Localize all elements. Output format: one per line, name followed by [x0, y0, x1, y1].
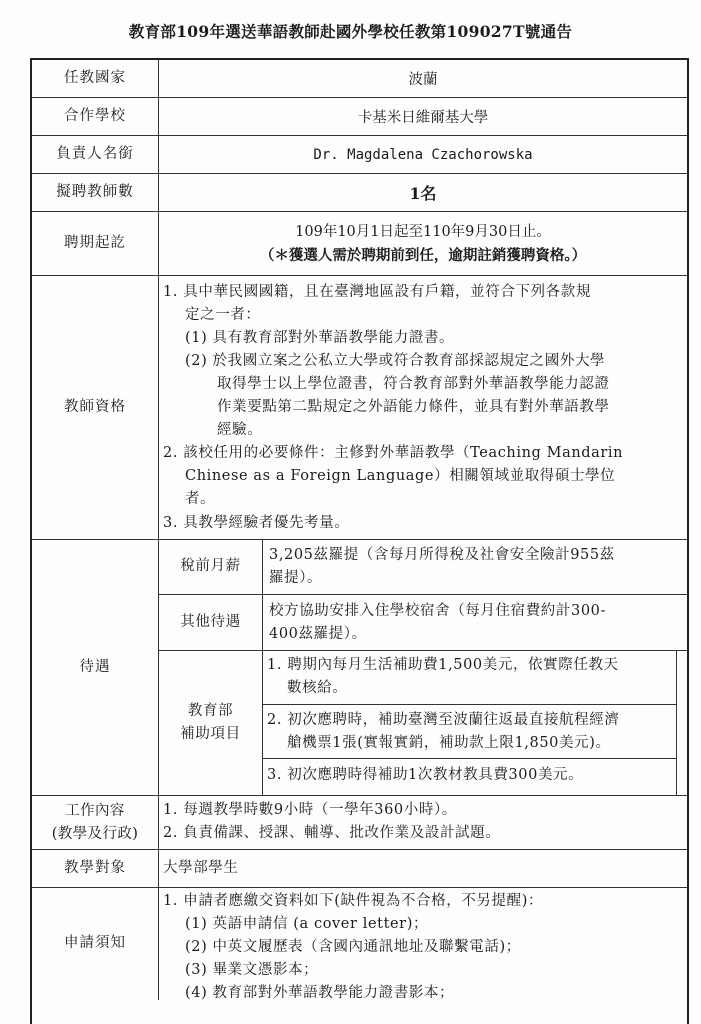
row-duties [32, 796, 687, 850]
target-value [159, 850, 687, 887]
salary-line: 3,205茲羅提（含每月所得稅及社會安全險計955茲 [269, 547, 615, 563]
application-line: (1) 英語申請信 (a cover letter)； [185, 916, 429, 932]
application-value [159, 888, 687, 1024]
application-line: (4) 教育部對外華語教學能力證書影本； [185, 985, 455, 1001]
moe-item-2 [263, 705, 676, 759]
qualification-line: 2. 該校任用的必要條件：主修對外華語教學（Teaching Mandarin [163, 445, 624, 461]
salary-subrow [159, 540, 687, 595]
country-value: 波蘭 [408, 72, 438, 88]
contact-label: 負責人名銜 [32, 136, 159, 173]
moe-item-line: 3. 初次應聘時得補助1次教材教具費300美元。 [267, 767, 584, 783]
contact-value: Dr. Magdalena Czachorowska [313, 146, 533, 163]
announcement-table [30, 58, 689, 1024]
period-label: 聘期起訖 [32, 212, 159, 275]
row-period [32, 212, 687, 276]
qualification-line: (1) 具有教育部對外華語教學能力證書。 [185, 330, 455, 346]
moe-label-line: 教育部 [187, 702, 234, 719]
moe-item-1 [263, 651, 676, 705]
qualification-line: 者。 [185, 491, 216, 507]
row-application [32, 888, 687, 1024]
other-subrow [159, 595, 687, 651]
row-compensation [32, 540, 687, 796]
moe-item-line: 艙機票1張(實報實銷，補助款上限1,850美元)。 [287, 735, 611, 751]
other-value [263, 595, 687, 650]
row-contact [32, 136, 687, 174]
page-title: 教育部109年選送華語教師赴國外學校任教第109027T號通告 [128, 22, 573, 41]
qualification-line: 1. 具中華民國國籍，且在臺灣地區設有戶籍，並符合下列各款規 [163, 284, 591, 300]
positions-label: 擬聘教師數 [32, 174, 159, 211]
target-label: 教學對象 [32, 850, 159, 887]
duties-value [159, 796, 687, 849]
other-line: 400茲羅提）。 [269, 626, 367, 642]
period-value [159, 212, 687, 275]
other-label: 其他待遇 [159, 595, 263, 650]
duties-line: 1. 每週教學時數9小時（一學年360小時）。 [163, 802, 457, 818]
moe-label [159, 651, 263, 795]
qualification-line: 3. 具教學經驗者優先考量。 [163, 515, 350, 531]
moe-item-3 [263, 759, 676, 795]
duties-label-line: 工作內容 [65, 802, 125, 819]
application-line: (3) 畢業文憑影本； [185, 962, 319, 978]
compensation-label: 待遇 [32, 540, 159, 795]
country-label: 任教國家 [32, 60, 159, 97]
moe-value [263, 651, 677, 795]
school-label: 合作學校 [32, 98, 159, 135]
row-qualifications [32, 276, 687, 540]
qualification-line: 作業要點第二點規定之外語能力條件，並具有對外華語教學 [217, 399, 610, 415]
qualification-line: Chinese as a Foreign Language）相關領域並取得碩士學位 [185, 468, 616, 484]
salary-value [263, 540, 687, 594]
other-line: 校方協助安排入住學校宿舍（每月住宿費約計300- [269, 603, 606, 619]
salary-label: 稅前月薪 [159, 540, 263, 594]
school-value: 卡基米日維爾基大學 [357, 110, 489, 126]
row-country [32, 60, 687, 98]
application-line: 1. 申請者應繳交資料如下(缺件視為不合格，不另提醒)： [163, 893, 544, 909]
salary-line: 羅提）。 [269, 570, 323, 586]
qualification-line: 取得學士以上學位證書，符合教育部對外華語教學能力認證 [217, 376, 610, 392]
qualification-line: 定之一者： [185, 307, 261, 323]
duties-label [32, 796, 159, 849]
row-target [32, 850, 687, 888]
row-school [32, 98, 687, 136]
row-positions [32, 174, 687, 212]
moe-subrow [159, 651, 687, 795]
qualifications-value [159, 276, 687, 539]
moe-item-line: 數核給。 [287, 680, 348, 696]
qualification-line: 經驗。 [217, 422, 263, 438]
moe-label-line: 補助項目 [180, 726, 241, 742]
compensation-value [159, 540, 687, 795]
positions-value: 1名 [409, 184, 437, 203]
application-line: (2) 中英文履歷表（含國內通訊地址及聯繫電話)； [185, 939, 521, 955]
duties-line: 2. 負責備課、授課、輔導、批改作業及設計試題。 [163, 825, 501, 841]
duties-label-line: (教學及行政) [51, 825, 139, 842]
period-dates: 109年10月1日起至110年9月30日止。 [295, 223, 551, 240]
qualifications-label: 教師資格 [32, 276, 159, 539]
target-text: 大學部學生 [163, 860, 239, 876]
moe-item-line: 2. 初次應聘時，補助臺灣至波蘭往返最直接航程經濟 [267, 712, 620, 728]
moe-item-line: 1. 聘期內每月生活補助費1,500美元，依實際任教天 [267, 657, 619, 673]
period-notice: （＊獲選人需於聘期前到任，逾期註銷獲聘資格。） [259, 246, 587, 264]
application-label: 申請須知 [32, 888, 159, 1000]
qualification-line: (2) 於我國立案之公私立大學或符合教育部採認規定之國外大學 [185, 353, 606, 369]
